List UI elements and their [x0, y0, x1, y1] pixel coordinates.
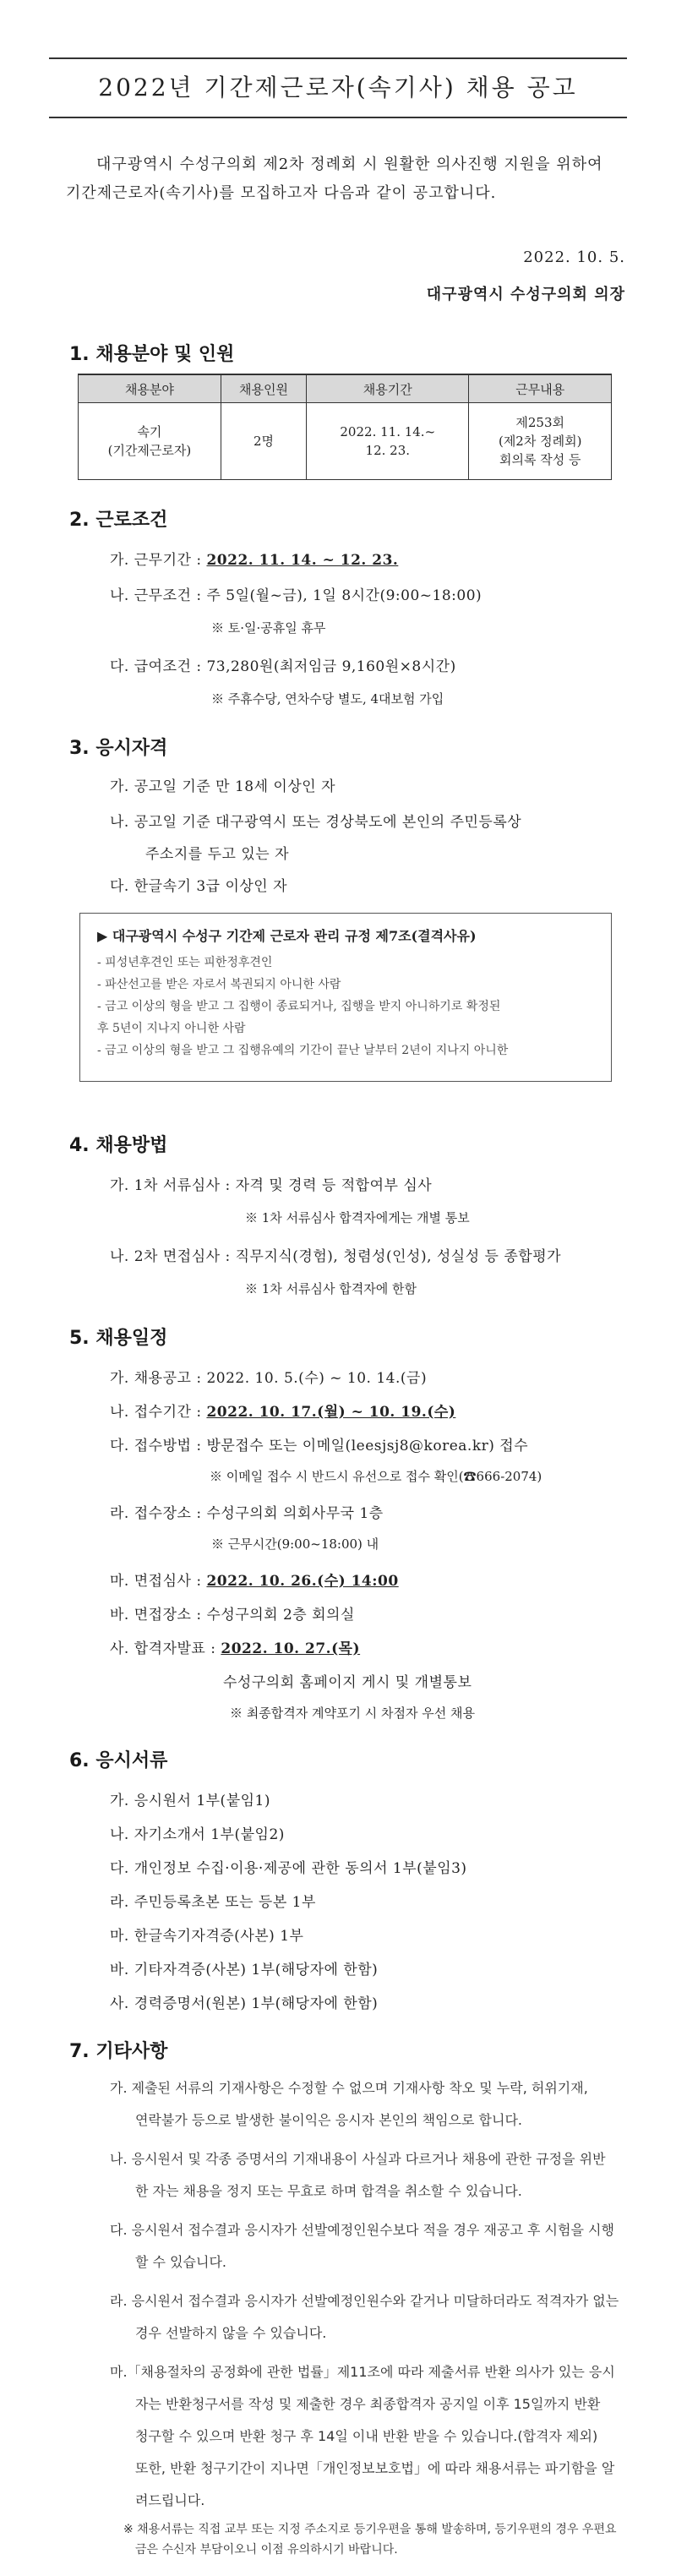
schedule-item — [110, 1569, 399, 1590]
page-title: 2022년 기간제근로자(속기사) 채용 공고 — [98, 74, 578, 101]
schedule-value: 2022. 10. 17.(월) ~ 10. 19.(수) — [206, 1404, 456, 1421]
list-item: 마. 한글속기자격증(사본) 1부 — [110, 1928, 304, 1945]
screening-step-1: 가. 1차 서류심사 : 자격 및 경력 등 적합여부 심사 — [110, 1177, 433, 1194]
list-item: 가. 응시원서 1부(붙임1) — [110, 1793, 270, 1809]
list-item: 사. 경력증명서(원본) 1부(해당자에 한함) — [110, 1995, 379, 2012]
section-heading: 3. 응시자격 — [69, 738, 168, 759]
work-conditions: 나. 근무조건 : 주 5일(월~금), 1일 8시간(9:00~18:00) — [110, 587, 482, 604]
table-header: 채용기간 — [307, 374, 469, 403]
notice-date: 2022. 10. 5. — [523, 248, 625, 266]
issuer: 대구광역시 수성구의회 의장 — [426, 286, 625, 303]
work-period-value: 2022. 11. 14. ~ 12. 23. — [206, 552, 399, 569]
list-item: 가. 공고일 기준 만 18세 이상인 자 — [110, 778, 336, 795]
misc-note: ※ 채용서류는 직접 교부 또는 지정 주소지로 등기우편을 통해 발송하며, 등기우편의 경우 우편요 — [123, 2523, 617, 2536]
schedule-item: 가. 채용공고 : 2022. 10. 5.(수) ~ 10. 14.(금) — [110, 1370, 428, 1387]
misc-note: 금은 수신자 부담이오니 이점 유의하시기 바랍니다. — [135, 2543, 398, 2557]
pay-conditions-note: ※ 주휴수당, 연차수당 별도, 4대보험 가입 — [211, 691, 444, 707]
misc-item: 연락불가 등으로 발생한 불이익은 응시자 본인의 책임으로 합니다. — [135, 2112, 523, 2128]
misc-item: 청구할 수 있으며 반환 청구 후 14일 이내 반환 받을 수 있습니다.(합격자 제외) — [135, 2428, 598, 2444]
work-period — [110, 548, 398, 569]
table-header-row — [79, 374, 612, 403]
schedule-note: ※ 최종합격자 계약포기 시 차점자 우선 채용 — [230, 1706, 475, 1721]
recruit-table — [78, 374, 612, 480]
table-header: 채용분야 — [79, 374, 221, 403]
schedule-item — [110, 1636, 360, 1657]
misc-item: 려드립니다. — [135, 2492, 205, 2508]
list-item: 나. 공고일 기준 대구광역시 또는 경상북도에 본인의 주민등록상 — [110, 814, 522, 831]
misc-item: 나. 응시원서 및 각종 증명서의 기재내용이 사실과 다르거나 채용에 관한 규정을 위반 — [110, 2151, 606, 2167]
section-heading: 5. 채용일정 — [69, 1328, 168, 1349]
misc-item: 다. 응시원서 접수결과 응시자가 선발예정인원수보다 적을 경우 재공고 후 시험을 시행 — [110, 2222, 614, 2238]
table-cell: 속기 (기간제근로자) — [79, 403, 221, 480]
pay-conditions: 다. 급여조건 : 73,280원(최저임금 9,160원×8시간) — [110, 658, 456, 675]
misc-item: 한 자는 채용을 정지 또는 무효로 하며 합격을 취소할 수 있습니다. — [135, 2183, 522, 2199]
schedule-note: ※ 근무시간(9:00~18:00) 내 — [211, 1536, 379, 1552]
list-item: 바. 기타자격증(사본) 1부(해당자에 한함) — [110, 1962, 379, 1978]
table-row — [79, 403, 612, 480]
section-heading: 1. 채용분야 및 인원 — [69, 344, 235, 365]
title-top-rule — [49, 57, 627, 59]
disqualification-box — [79, 913, 612, 1082]
box-item: - 금고 이상의 형을 받고 그 집행이 종료되거나, 집행을 받지 아니하기로 확정된 — [97, 1000, 501, 1013]
list-item: 다. 한글속기 3급 이상인 자 — [110, 878, 288, 895]
schedule-value: 2022. 10. 26.(수) 14:00 — [206, 1573, 399, 1590]
screening-step-1-note: ※ 1차 서류심사 합격자에게는 개별 통보 — [245, 1210, 470, 1225]
list-item: 나. 자기소개서 1부(붙임2) — [110, 1826, 285, 1843]
misc-item: 자는 반환청구서를 작성 및 제출한 경우 최종합격자 공지일 이후 15일까지 반환 — [135, 2396, 601, 2412]
table-header: 근무내용 — [469, 374, 612, 403]
schedule-note: ※ 이메일 접수 시 반드시 유선으로 접수 확인(☎666-2074) — [210, 1469, 542, 1484]
box-item: 후 5년이 지나지 아니한 사람 — [97, 1022, 246, 1035]
screening-step-2: 나. 2차 면접심사 : 직무지식(경험), 청렴성(인성), 성실성 등 종합평가 — [110, 1248, 562, 1265]
misc-item: 마.「채용절차의 공정화에 관한 법률」제11조에 따라 제출서류 반환 의사가 있는 응시 — [110, 2364, 615, 2380]
table-cell: 2022. 11. 14.~ 12. 23. — [307, 403, 469, 480]
misc-item: 할 수 있습니다. — [135, 2254, 226, 2270]
section-heading: 2. 근로조건 — [69, 510, 168, 531]
section-heading: 4. 채용방법 — [69, 1135, 168, 1156]
schedule-item — [110, 1400, 455, 1421]
work-period-label: 가. 근무기간 : — [110, 552, 207, 569]
box-item: - 파산선고를 받은 자로서 복권되지 아니한 사람 — [97, 978, 341, 991]
misc-item: 가. 제출된 서류의 기재사항은 수정할 수 없으며 기재사항 착오 및 누락, 허위기재, — [110, 2080, 588, 2096]
misc-item: 또한, 반환 청구기간이 지나면「개인정보보호법」에 따라 채용서류는 파기함을 알 — [135, 2460, 615, 2476]
work-conditions-note: ※ 토·일·공휴일 휴무 — [211, 620, 326, 636]
schedule-item: 수성구의회 홈페이지 게시 및 개별통보 — [223, 1674, 472, 1691]
list-item: 라. 주민등록초본 또는 등본 1부 — [110, 1894, 316, 1911]
misc-item: 라. 응시원서 접수결과 응시자가 선발예정인원수와 같거나 미달하더라도 적격자가 없는 — [110, 2293, 619, 2309]
list-item: 다. 개인정보 수집·이용·제공에 관한 동의서 1부(붙임3) — [110, 1860, 467, 1877]
schedule-item: 바. 면접장소 : 수성구의회 2층 회의실 — [110, 1607, 355, 1624]
schedule-value: 2022. 10. 27.(목) — [221, 1640, 361, 1657]
schedule-label: 나. 접수기간 : — [110, 1404, 207, 1421]
title-bottom-rule — [49, 117, 627, 118]
schedule-label: 사. 합격자발표 : — [110, 1640, 221, 1657]
box-item: - 피성년후견인 또는 피한정후견인 — [97, 956, 273, 969]
screening-step-2-note: ※ 1차 서류심사 합격자에 한함 — [245, 1281, 417, 1296]
misc-item: 경우 선발하지 않을 수 있습니다. — [135, 2325, 327, 2341]
table-header: 채용인원 — [221, 374, 306, 403]
schedule-label: 마. 면접심사 : — [110, 1573, 207, 1590]
section-heading: 6. 응시서류 — [69, 1750, 168, 1771]
table-cell: 제253회 (제2차 정례회) 회의록 작성 등 — [469, 403, 612, 480]
table-cell: 2명 — [221, 403, 306, 480]
list-item: 주소지를 두고 있는 자 — [145, 846, 290, 863]
intro-paragraph: 대구광역시 수성구의회 제2차 정례회 시 원활한 의사진행 지원을 위하여 기간제근로자(속기사)를 모집하고자 다음과 같이 공고합니다. — [66, 156, 603, 202]
schedule-item: 라. 접수장소 : 수성구의회 의회사무국 1층 — [110, 1505, 384, 1522]
box-item: - 금고 이상의 형을 받고 그 집행유예의 기간이 끝난 날부터 2년이 지나지 아니한 — [97, 1044, 509, 1057]
schedule-item: 다. 접수방법 : 방문접수 또는 이메일(leesjsj8@korea.kr) 접수 — [110, 1438, 529, 1454]
box-title: ▶ 대구광역시 수성구 기간제 근로자 관리 규정 제7조(결격사유) — [97, 928, 477, 944]
section-heading: 7. 기타사항 — [69, 2041, 168, 2062]
